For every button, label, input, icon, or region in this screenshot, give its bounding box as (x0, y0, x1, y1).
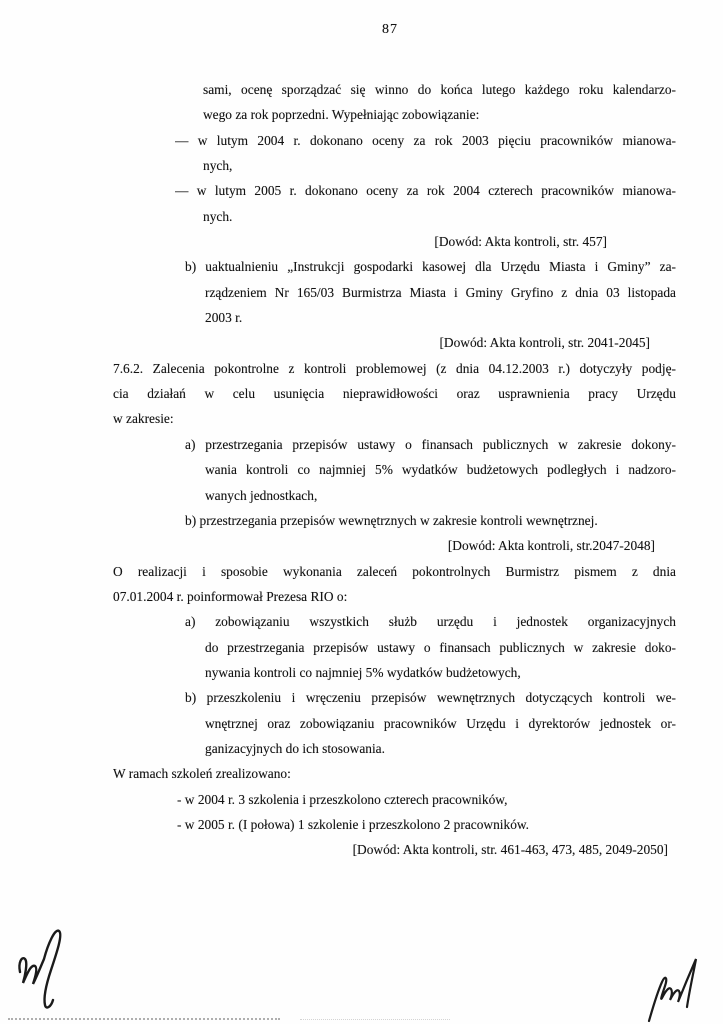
doc-line: — w lutym 2004 r. dokonano oceny za rok 2003 pięciu pracowników mianowa- (175, 132, 676, 148)
doc-line: nywania kontroli co najmniej 5% wydatków budżetowych, (205, 664, 521, 680)
doc-line: 2003 r. (205, 310, 243, 326)
evidence-reference: [Dowód: Akta kontroli, str. 457] (434, 234, 607, 250)
signature-right-icon (628, 948, 708, 1024)
doc-line: a) przestrzegania przepisów ustawy o finansach publicznych w zakresie dokony- (185, 436, 676, 452)
doc-line: sami, ocenę sporządzać się winno do końca lutego każdego roku kalendarzo- (203, 82, 676, 97)
doc-line: rządzeniem Nr 165/03 Burmistrza Miasta i Gminy Gryfino z dnia 03 listopada (205, 284, 676, 300)
doc-line: b) uaktualnieniu „Instrukcji gospodarki kasowej dla Urzędu Miasta i Gminy” za- (185, 259, 676, 275)
doc-line: nych. (203, 208, 233, 224)
doc-line: nych, (203, 158, 233, 174)
doc-line: ganizacyjnych do ich stosowania. (205, 740, 385, 756)
doc-line: wnętrznej oraz zobowiązaniu pracowników Urzędu i dyrektorów jednostek or- (205, 715, 676, 731)
evidence-reference: [Dowód: Akta kontroli, str. 2041-2045] (439, 335, 650, 351)
doc-line: b) przeszkoleniu i wręczeniu przepisów wewnętrznych dotyczących kontroli we- (185, 690, 676, 706)
scan-edge-artifact (300, 1019, 450, 1020)
doc-line: O realizacji i sposobie wykonania zaleceń pokontrolnych Burmistrz pismem z dnia (113, 563, 676, 579)
evidence-reference: [Dowód: Akta kontroli, str. 461-463, 473, 485, 2049-2050] (352, 842, 668, 858)
doc-line: a) zobowiązaniu wszystkich służb urzędu i jednostek organizacyjnych (185, 614, 676, 630)
scan-edge-artifact (8, 1018, 280, 1020)
doc-line: - w 2004 r. 3 szkolenia i przeszkolono czterech pracowników, (177, 791, 508, 807)
doc-line: wanych jednostkach, (205, 487, 318, 503)
doc-line: w zakresie: (113, 411, 174, 427)
doc-line: do przestrzegania przepisów ustawy o finansach publicznych w zakresie doko- (205, 639, 676, 655)
doc-line: wania kontroli co najmniej 5% wydatków budżetowych podległych i nadzoro- (205, 462, 676, 478)
section-heading-line: 7.6.2. Zalecenia pokontrolne z kontroli problemowej (z dnia 04.12.2003 r.) dotyczyły podję- (113, 360, 676, 376)
doc-line: — w lutym 2005 r. dokonano oceny za rok 2004 czterech pracowników mianowa- (175, 183, 676, 199)
doc-line: b) przestrzegania przepisów wewnętrznych w zakresie kontroli wewnętrznej. (185, 512, 598, 528)
document-body (0, 77, 723, 863)
doc-line: W ramach szkoleń zrealizowano: (113, 766, 291, 782)
page-number: 87 (382, 22, 398, 37)
evidence-reference: [Dowód: Akta kontroli, str.2047-2048] (447, 538, 655, 554)
doc-line: 07.01.2004 r. poinformował Prezesa RIO o: (113, 588, 348, 604)
doc-line: - w 2005 r. (I połowa) 1 szkolenie i przeszkolono 2 pracowników. (177, 816, 530, 832)
signature-left-icon (14, 922, 78, 1014)
doc-line: wego za rok poprzedni. Wypełniając zobowiązanie: (203, 107, 480, 123)
doc-line: cia działań w celu usunięcia nieprawidłowości oraz usprawnienia pracy Urzędu (113, 386, 676, 402)
